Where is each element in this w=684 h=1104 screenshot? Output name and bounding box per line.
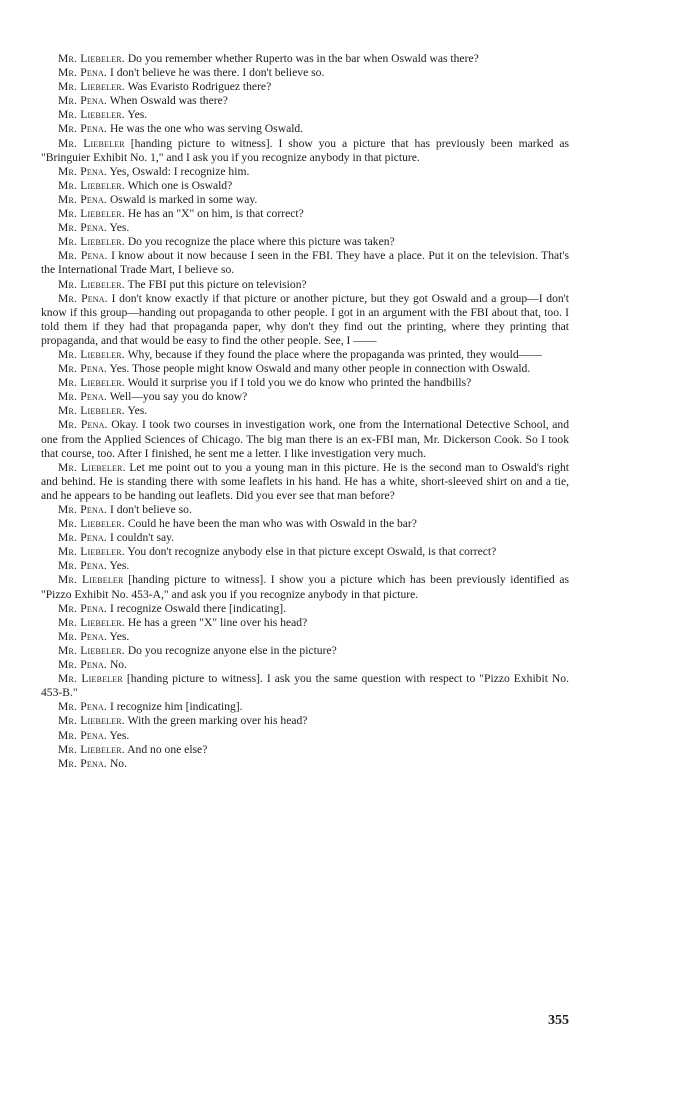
paragraph-text: Yes. bbox=[109, 221, 130, 235]
speaker-label: Mr. Pena. bbox=[58, 700, 108, 714]
speaker-label: Mr. Liebeler. bbox=[58, 404, 125, 418]
paragraph-text: Okay. I took two courses in investigation work, one from the International Detective School, and one from the Applied Sciences of Chicago. The big man there is an ex-FBI man, Mr. Dickerson Cook. So I took that course, too. After I finished, he sent me a letter. I like investigation very much. bbox=[41, 418, 569, 460]
transcript-paragraph bbox=[41, 348, 569, 362]
transcript-paragraph bbox=[41, 545, 569, 559]
transcript-paragraph bbox=[41, 66, 569, 80]
transcript-paragraph bbox=[41, 362, 569, 376]
transcript-paragraph bbox=[41, 461, 569, 503]
speaker-label: Mr. Liebeler bbox=[58, 672, 123, 686]
paragraph-text: He has a green "X" line over his head? bbox=[127, 615, 308, 629]
paragraph-text: Could he have been the man who was with Oswald in the bar? bbox=[127, 517, 417, 531]
speaker-label: Mr. Pena. bbox=[58, 164, 108, 178]
speaker-label: Mr. Pena. bbox=[58, 503, 108, 516]
paragraph-text: Well—you say you do know? bbox=[109, 390, 248, 404]
transcript-paragraph bbox=[41, 52, 569, 66]
speaker-label: Mr. Pena. bbox=[58, 249, 108, 263]
paragraph-text: [handing picture to witness]. I show you a picture which has been previously identified as "Pizzo Exhibit No. 453-A," and ask you if you recognize anybody in that picture. bbox=[41, 573, 569, 601]
paragraph-text: I recognize him [indicating]. bbox=[109, 700, 243, 714]
paragraph-text: I couldn't say. bbox=[109, 531, 175, 545]
speaker-label: Mr. Pena. bbox=[58, 531, 108, 545]
paragraph-text: With the green marking over his head? bbox=[127, 714, 308, 728]
transcript-paragraph bbox=[41, 278, 569, 292]
paragraph-text: Would it surprise you if I told you we do know who printed the handbills? bbox=[127, 376, 472, 390]
transcript-paragraph bbox=[41, 404, 569, 418]
paragraph-text: The FBI put this picture on television? bbox=[127, 277, 307, 291]
speaker-label: Mr. Liebeler. bbox=[58, 178, 125, 192]
transcript-paragraph bbox=[41, 221, 569, 235]
paragraph-text: When Oswald was there? bbox=[109, 94, 228, 108]
transcript-paragraph bbox=[41, 559, 569, 573]
transcript-paragraph bbox=[41, 235, 569, 249]
paragraph-text: Do you remember whether Ruperto was in the bar when Oswald was there? bbox=[127, 52, 479, 65]
transcript-paragraph bbox=[41, 602, 569, 616]
transcript-paragraph bbox=[41, 137, 569, 165]
transcript-paragraph bbox=[41, 517, 569, 531]
transcript-paragraph bbox=[41, 418, 569, 460]
transcript-paragraph bbox=[41, 714, 569, 728]
transcript-paragraph bbox=[41, 630, 569, 644]
paragraph-text: Yes. bbox=[109, 728, 130, 742]
paragraph-text: Yes. bbox=[127, 108, 148, 122]
paragraph-text: Yes. bbox=[127, 404, 148, 418]
speaker-label: Mr. Pena. bbox=[58, 658, 108, 672]
transcript-paragraph bbox=[41, 179, 569, 193]
transcript-paragraph bbox=[41, 743, 569, 757]
paragraph-text: You don't recognize anybody else in that picture except Oswald, is that correct? bbox=[127, 545, 497, 559]
speaker-label: Mr. Liebeler. bbox=[58, 643, 125, 657]
speaker-label: Mr. Liebeler. bbox=[58, 108, 125, 122]
transcript-paragraph bbox=[41, 376, 569, 390]
paragraph-text: He has an "X" on him, is that correct? bbox=[127, 207, 304, 221]
transcript-paragraph bbox=[41, 531, 569, 545]
speaker-label: Mr. Liebeler bbox=[58, 573, 124, 587]
page-number: 355 bbox=[548, 1013, 569, 1028]
transcript-paragraph bbox=[41, 193, 569, 207]
paragraph-text: Yes, Oswald: I recognize him. bbox=[109, 164, 250, 178]
speaker-label: Mr. Pena. bbox=[58, 559, 108, 573]
speaker-label: Mr. Liebeler. bbox=[58, 277, 125, 291]
speaker-label: Mr. Pena. bbox=[58, 601, 108, 615]
paragraph-text: Oswald is marked in some way. bbox=[109, 192, 258, 206]
paragraph-text: I don't believe he was there. I don't believe so. bbox=[109, 66, 325, 80]
transcript-paragraph bbox=[41, 80, 569, 94]
speaker-label: Mr. Liebeler. bbox=[58, 545, 125, 559]
transcript-paragraph bbox=[41, 729, 569, 743]
speaker-label: Mr. Liebeler. bbox=[58, 207, 125, 221]
transcript-paragraph bbox=[41, 503, 569, 517]
transcript-paragraph bbox=[41, 658, 569, 672]
speaker-label: Mr. Pena. bbox=[58, 362, 108, 376]
transcript-paragraph bbox=[41, 644, 569, 658]
transcript-paragraph bbox=[41, 573, 569, 601]
speaker-label: Mr. Pena. bbox=[58, 629, 108, 643]
transcript-paragraph bbox=[41, 757, 569, 771]
paragraph-text: I know about it now because I seen in the FBI. They have a place. Put it on the television. That's the International Trade Mart, I believe so. bbox=[41, 249, 569, 277]
paragraph-text: Let me point out to you a young man in this picture. He is the second man to Oswald's right and behind. He is standing there with some leaflets in his hand. He has a white, short-sleeved shirt on and a tie, and he appears to be handing out leaflets. Did you ever see that man before? bbox=[41, 460, 569, 502]
transcript-paragraph bbox=[41, 390, 569, 404]
speaker-label: Mr. Pena. bbox=[58, 94, 108, 108]
speaker-label: Mr. Pena. bbox=[58, 221, 108, 235]
transcript-paragraph bbox=[41, 616, 569, 630]
paragraph-text: Yes. bbox=[109, 559, 130, 573]
paragraph-text: Was Evaristo Rodriguez there? bbox=[127, 80, 272, 94]
transcript-paragraph bbox=[41, 700, 569, 714]
paragraph-text: He was the one who was serving Oswald. bbox=[109, 122, 304, 136]
speaker-label: Mr. Pena. bbox=[58, 728, 108, 742]
transcript-paragraph bbox=[41, 94, 569, 108]
speaker-label: Mr. Liebeler. bbox=[58, 517, 125, 531]
paragraph-text: Yes. bbox=[109, 629, 130, 643]
transcript-paragraph bbox=[41, 292, 569, 348]
transcript-paragraph bbox=[41, 165, 569, 179]
paragraph-text: No. bbox=[109, 658, 128, 672]
speaker-label: Mr. Liebeler. bbox=[58, 80, 125, 94]
paragraph-text: [handing picture to witness]. I ask you the same question with respect to "Pizzo Exhibit No. 453-B." bbox=[41, 672, 569, 700]
speaker-label: Mr. Liebeler. bbox=[58, 347, 125, 361]
paragraph-text: I don't believe so. bbox=[109, 503, 192, 516]
paragraph-text: I don't know exactly if that picture or another picture, but they got Oswald and a group—I don't know if this group—handing out propaganda to other people. I got in an argument with the FBI about that, too. I told them if they had that propaganda paper, why don't they find out the printing, where they printing that propaganda, and that would be easy to find the other people. See, I —— bbox=[41, 291, 569, 347]
speaker-label: Mr. Liebeler. bbox=[58, 376, 125, 390]
transcript-paragraph bbox=[41, 108, 569, 122]
speaker-label: Mr. Pena. bbox=[58, 390, 108, 404]
paragraph-text: And no one else? bbox=[127, 742, 208, 756]
speaker-label: Mr. Pena. bbox=[58, 291, 108, 305]
transcript-paragraph bbox=[41, 249, 569, 277]
transcript-body bbox=[41, 52, 569, 771]
transcript-paragraph bbox=[41, 672, 569, 700]
speaker-label: Mr. Pena. bbox=[58, 192, 108, 206]
paragraph-text: I recognize Oswald there [indicating]. bbox=[109, 601, 287, 615]
speaker-label: Mr. Liebeler. bbox=[58, 742, 125, 756]
transcript-paragraph bbox=[41, 207, 569, 221]
speaker-label: Mr. Liebeler. bbox=[58, 714, 125, 728]
speaker-label: Mr. Pena. bbox=[58, 418, 108, 432]
paragraph-text: Which one is Oswald? bbox=[127, 178, 233, 192]
paragraph-text: Why, because if they found the place where the propaganda was printed, they would—— bbox=[127, 347, 542, 361]
speaker-label: Mr. Pena. bbox=[58, 756, 108, 770]
paragraph-text: Do you recognize anyone else in the picture? bbox=[127, 643, 337, 657]
speaker-label: Mr. Pena. bbox=[58, 122, 108, 136]
paragraph-text: Do you recognize the place where this picture was taken? bbox=[127, 235, 395, 249]
speaker-label: Mr. Pena. bbox=[58, 66, 108, 80]
speaker-label: Mr. Liebeler. bbox=[58, 615, 125, 629]
speaker-label: Mr. Liebeler bbox=[58, 136, 125, 150]
transcript-paragraph bbox=[41, 122, 569, 136]
paragraph-text: Yes. Those people might know Oswald and many other people in connection with Oswald. bbox=[109, 362, 531, 376]
paragraph-text: [handing picture to witness]. I show you a picture that has previously been marked as "Bringuier Exhibit No. 1," and I ask you if you recognize anybody in that picture. bbox=[41, 136, 569, 164]
speaker-label: Mr. Liebeler. bbox=[58, 460, 126, 474]
speaker-label: Mr. Liebeler. bbox=[58, 235, 125, 249]
speaker-label: Mr. Liebeler. bbox=[58, 52, 125, 65]
paragraph-text: No. bbox=[109, 756, 128, 770]
